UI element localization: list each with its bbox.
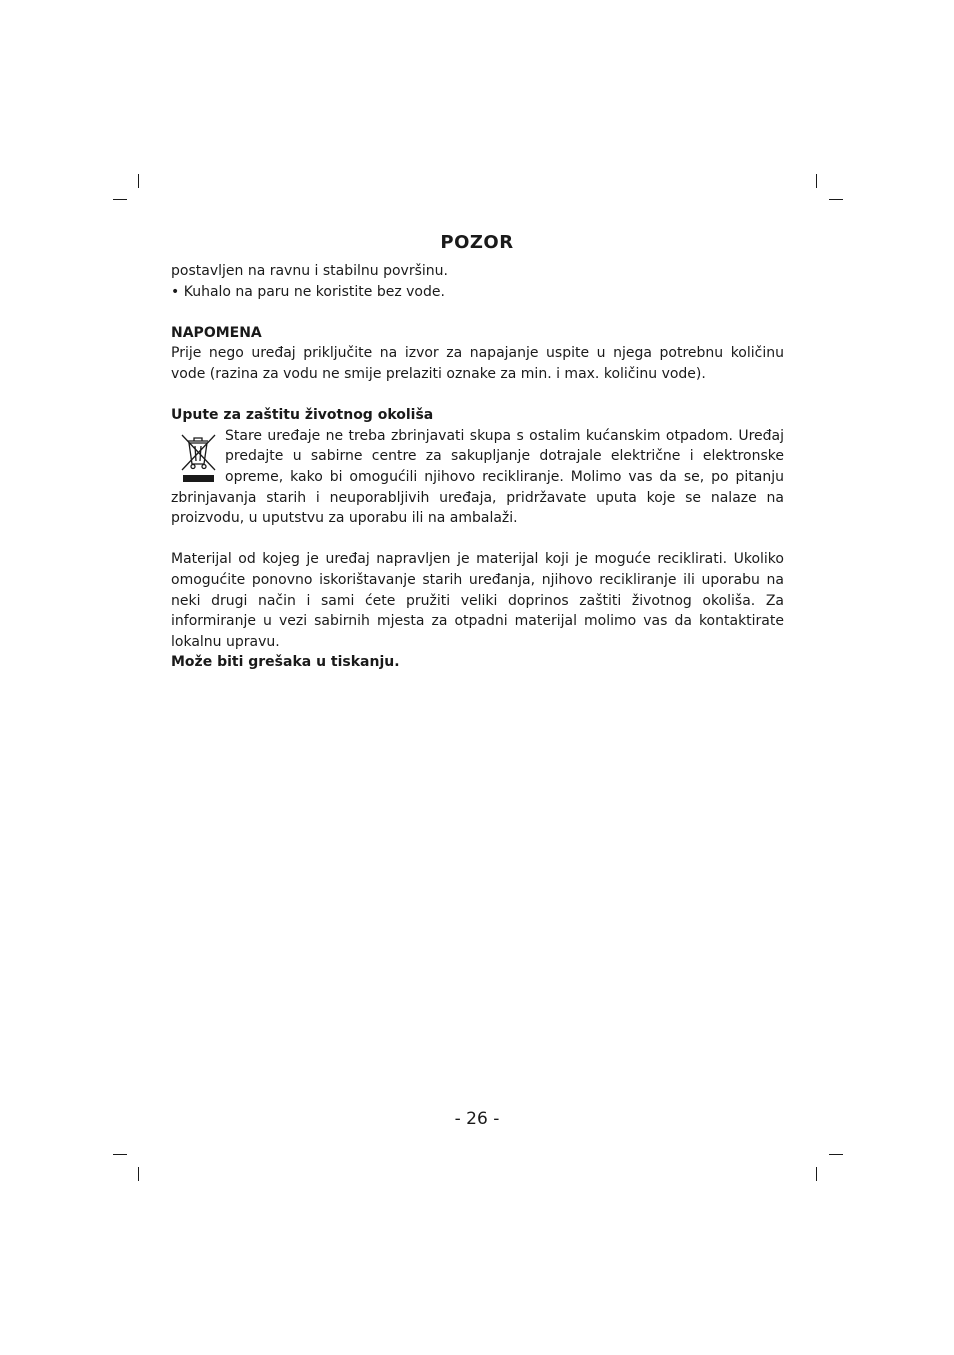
environment-text: Stare uređaje ne treba zbrinjavati skupa s ostalim kućanskim otpadom. Uređaj predajte u sabirne centre za sakupljanje dotrajale električne i elektronske opreme, kako bi omogućili njihovo recikliranje. Molimo vas da se, po pitanju zbrinjavanja starih i neuporabljivih uređaja, pridržavate uputa koje se nalaze na proizvodu, u uputstvu za uporabu ili na ambalaži. — [171, 427, 784, 527]
note-text: Prije nego uređaj priključite na izvor za napajanje uspite u njega potrebnu količinu vode (razina za vodu ne smije prelaziti oznake za min. i max. količinu vode). — [171, 345, 784, 382]
crop-mark-top-left-vertical — [138, 174, 139, 188]
note-heading: NAPOMENA — [171, 324, 262, 341]
crop-mark-bottom-right-horizontal — [829, 1154, 843, 1155]
environment-section — [171, 426, 784, 529]
page-title: POZOR — [440, 232, 514, 253]
crop-mark-top-right-vertical — [816, 174, 817, 188]
crop-mark-top-left-horizontal — [113, 199, 127, 200]
intro-line-1: postavljen na ravnu i stabilnu površinu. — [171, 263, 448, 279]
page-number: - 26 - — [454, 1109, 500, 1129]
environment-heading: Upute za zaštitu životnog okoliša — [171, 407, 434, 424]
crop-mark-bottom-left-horizontal — [113, 1154, 127, 1155]
crossed-out-wheelie-bin-icon — [175, 426, 221, 486]
crop-mark-bottom-right-vertical — [816, 1167, 817, 1181]
intro-line-2: • Kuhalo na paru ne koristite bez vode. — [171, 283, 445, 300]
print-disclaimer: Može biti grešaka u tiskanju. — [171, 654, 400, 671]
crop-mark-top-right-horizontal — [829, 199, 843, 200]
crop-mark-bottom-left-vertical — [138, 1167, 139, 1181]
material-text: Materijal od kojeg je uređaj napravljen je materijal koji je moguće reciklirati. Ukoliko omogućite ponovno iskorištavanje starih uređanja, njihovo recikliranje ili uporabu na neki drugi način i sami ćete pružiti veliki doprinos zaštiti životnog okoliša. Za informiranje u vezi sabirnih mjesta za otpadni materijal molimo vas da kontaktirate lokalnu upravu. — [171, 551, 784, 650]
document-body — [171, 261, 784, 673]
